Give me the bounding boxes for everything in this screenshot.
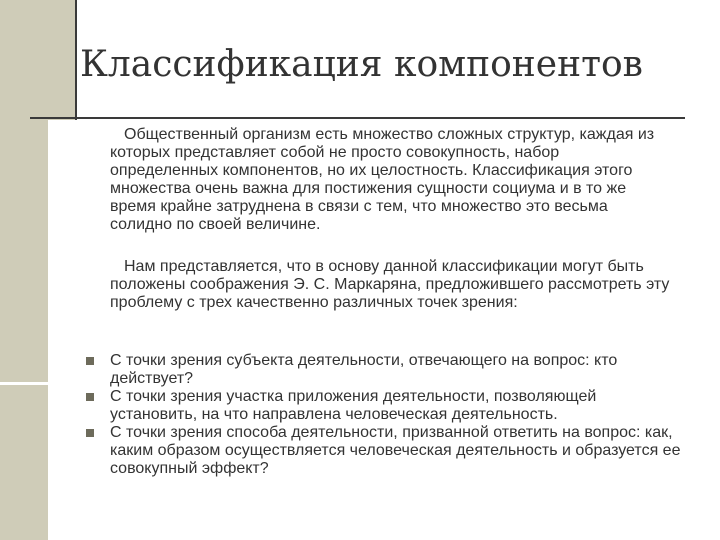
decorative-band-divider	[0, 382, 48, 385]
paragraph-markaryan-text: Нам представляется, что в основу данной классификации могут быть положены соображения Э. С. Маркаряна, предложившего рассмотреть эту проблему с трех качественно различных точек зрения:	[110, 258, 670, 311]
paragraph-markaryan	[110, 258, 670, 312]
decorative-vertical-rule	[75, 0, 77, 120]
list-item	[82, 388, 682, 424]
list-item	[82, 424, 682, 478]
list-item-text: С точки зрения способа деятельности, призванной ответить на вопрос: как, каким образом осуществляется человеческая деятельность и образуется ее совокупный эффект?	[110, 424, 681, 477]
list-item-text: С точки зрения субъекта деятельности, отвечающего на вопрос: кто действует?	[110, 352, 618, 387]
decorative-white-strip	[48, 120, 75, 540]
paragraph-intro-text: Общественный организм есть множество сложных структур, каждая из которых представляет собой не просто совокупность, набор определенных компонентов, но их целостность. Классификация этого множества очень важна для постижения сущности социума и в то же время крайне затруднена в связи с тем, что множество это весьма солидно по своей величине.	[110, 126, 655, 233]
paragraph-intro	[110, 126, 670, 234]
square-bullet-icon	[86, 357, 94, 365]
decorative-top-band	[0, 0, 75, 120]
list-item	[82, 352, 682, 388]
title-underline-rule	[30, 117, 685, 119]
list-item-text: С точки зрения участка приложения деятельности, позволяющей установить, на что направлена человеческая деятельность.	[110, 388, 597, 423]
square-bullet-icon	[86, 429, 94, 437]
slide-title: Классификация компонентов	[80, 44, 643, 85]
square-bullet-icon	[86, 393, 94, 401]
viewpoints-list	[82, 352, 682, 478]
